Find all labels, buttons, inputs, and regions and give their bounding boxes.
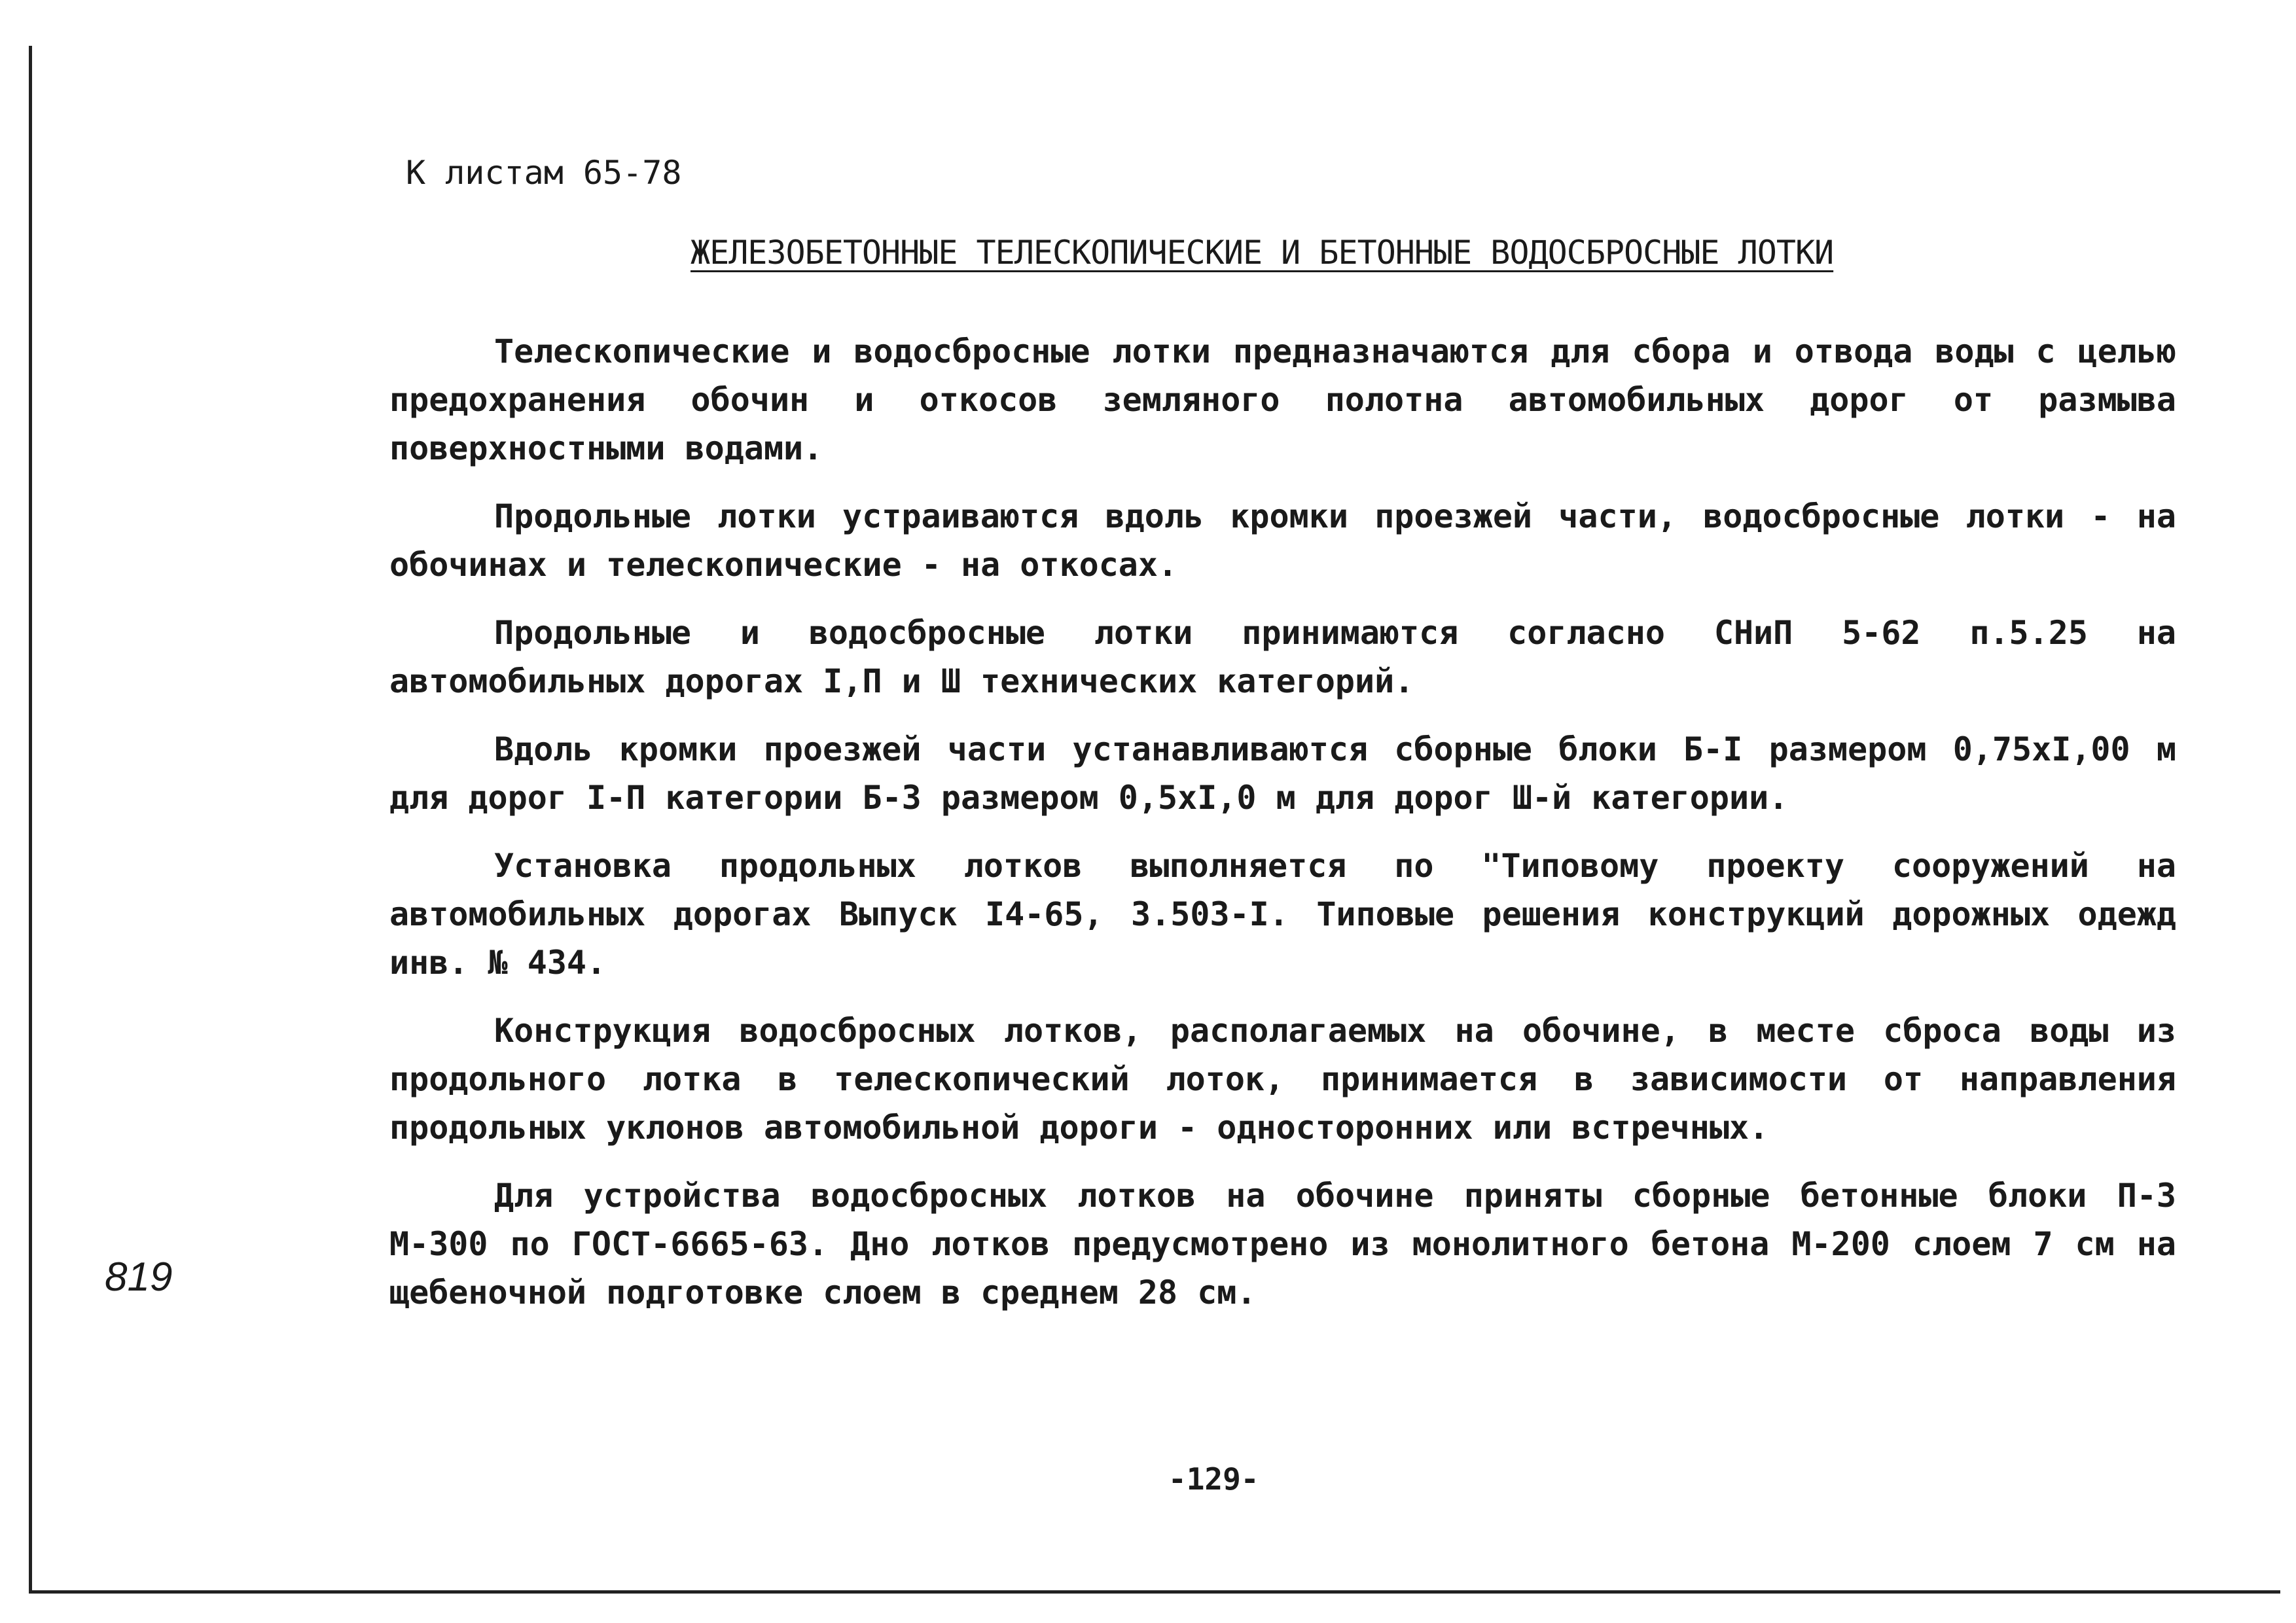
paragraph-standard: Продольные и водосбросные лотки принимаются согласно СНиП 5-62 п.5.25 на автомобильных дорогах I,П и Ш технических категорий. (389, 614, 2176, 700)
sheet-reference: К листам 65-78 (406, 154, 682, 192)
margin-number: 819 (105, 1255, 173, 1300)
paragraph-construction: Конструкция водосбросных лотков, располагаемых на обочине, в месте сброса воды из продольного лотка в телескопический лоток, принимается в зависимости от направления продольных уклонов автомобильной дороги - односторонних или встречных. (389, 1012, 2176, 1147)
body-text (389, 327, 2176, 1336)
frame-bottom-border (29, 1590, 2280, 1594)
paragraph-materials: Для устройства водосбросных лотков на обочине приняты сборные бетонные блоки П-3 М-300 по ГОСТ-6665-63. Дно лотков предусмотрено из монолитного бетона М-200 слоем 7 см на щебеночной подготовке слоем в среднем 28 см. (389, 1177, 2176, 1311)
document-title: ЖЕЛЕЗОБЕТОННЫЕ ТЕЛЕСКОПИЧЕСКИЕ И БЕТОННЫЕ ВОДОСБРОСНЫЕ ЛОТКИ (691, 234, 1834, 272)
paragraph-purpose: Телескопические и водосбросные лотки предназначаются для сбора и отвода воды с целью предохранения обочин и откосов земляного полотна автомобильных дорог от размыва поверхностными водами. (389, 332, 2176, 467)
paragraph-installation: Установка продольных лотков выполняется по "Типовому проекту сооружений на автомобильных дорогах Выпуск I4-65, 3.503-I. Типовые решения конструкций дорожных одежд инв. № 434. (389, 847, 2176, 982)
paragraph-placement: Продольные лотки устраиваются вдоль кромки проезжей части, водосбросные лотки - на обочинах и телескопические - на откосах. (389, 497, 2176, 584)
page-number: -129- (1168, 1461, 1259, 1497)
frame-left-border (29, 46, 32, 1594)
paragraph-blocks: Вдоль кромки проезжей части устанавливаются сборные блоки Б-I размером 0,75хI,00 м для дорог I-П категории Б-3 размером 0,5хI,0 м для дорог Ш-й категории. (389, 730, 2176, 817)
